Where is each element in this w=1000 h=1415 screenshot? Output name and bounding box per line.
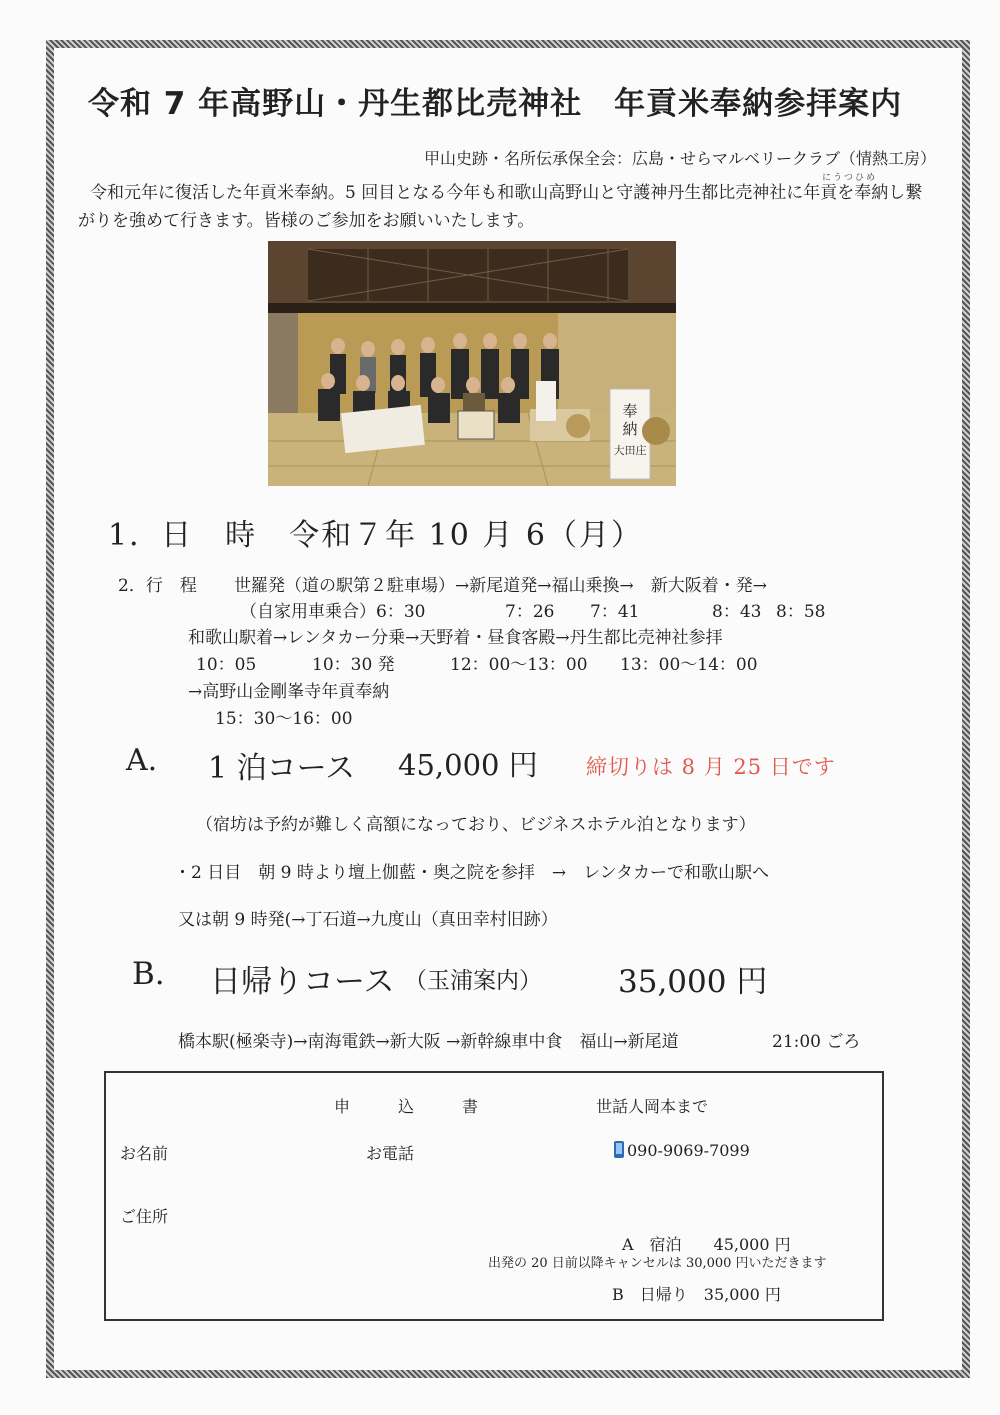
deadline-notice: 締切りは 8 月 25 日です — [586, 755, 836, 779]
phone-label: お電話 — [366, 1144, 415, 1163]
organizer-line: 甲山史跡・名所伝承保全会：広島・せらマルベリークラブ（情熱工房） — [423, 149, 936, 168]
option-a: A 宿泊 45,000 円 — [622, 1235, 791, 1254]
time-0: （自家用車乗合）6：30 — [240, 602, 426, 622]
course-b-price: 35,000 円 — [618, 964, 768, 1000]
arrival-time: 21:00 ごろ — [772, 1032, 861, 1052]
itinerary-row3: →高野山金剛峯寺年貢奉納 — [188, 682, 390, 702]
date-heading: 1．日 時 令和７年 10 月 6（月） — [108, 518, 643, 553]
itinerary-label: 2．行 程 — [118, 576, 197, 596]
phone-number: 090-9069-7099 — [627, 1141, 750, 1160]
time-5: 10：05 — [196, 655, 257, 675]
cancel-note: 出発の 20 日前以降キャンセルは 30,000 円いただきます — [488, 1256, 827, 1271]
time-9: 15：30〜16：00 — [215, 709, 353, 729]
time-7: 12：00〜13：00 — [450, 655, 588, 675]
course-b-guide: （玉浦案内） — [404, 968, 542, 994]
return-route: 橋本駅(極楽寺)→南海電鉄→新大阪 →新幹線車中食 福山→新尾道 — [178, 1032, 679, 1052]
address-label: ご住所 — [120, 1207, 169, 1226]
furigana: にうつひめ — [822, 173, 878, 183]
course-b-letter: B. — [132, 956, 165, 992]
lodging-note: （宿坊は予約が難しく高額になっており、ビジネスホテル泊となります） — [196, 815, 756, 835]
svg-text:大田庄: 大田庄 — [613, 444, 647, 457]
time-6: 10：30 発 — [312, 655, 395, 675]
course-b-name: 日帰りコース — [210, 964, 395, 1000]
svg-text:奉: 奉 — [622, 402, 638, 420]
course-a-price: 45,000 円 — [398, 748, 538, 782]
page-title: 令和 7 年高野山・丹生都比売神社 年貢米奉納参拝案内 — [88, 86, 903, 122]
option-b: B 日帰り 35,000 円 — [612, 1285, 781, 1304]
time-1: 7：26 — [505, 602, 555, 622]
alternative-plan: 又は朝 9 時発(→丁石道→九度山（真田幸村旧跡） — [178, 910, 558, 930]
intro-paragraph: 令和元年に復活した年貢米奉納。5 回目となる今年も和歌山高野山と守護神丹生都比売神社に年貢を奉納し繋がりを強めて行きます。皆様のご参加をお願いいたします。 — [78, 183, 923, 231]
phone-icon — [614, 1141, 624, 1158]
time-8: 13：00〜14：00 — [620, 655, 758, 675]
itinerary-row2: 和歌山駅着→レンタカー分乗→天野着・昼食客殿→丹生都比売神社参拝 — [188, 628, 723, 648]
course-a-name: 1 泊コース — [208, 751, 356, 786]
form-title: 申 込 書 — [334, 1097, 479, 1116]
time-2: 7：41 — [590, 602, 640, 622]
day2-plan: ・2 日目 朝 9 時より壇上伽藍・奥之院を参拝 → レンタカーで和歌山駅へ — [174, 863, 769, 883]
group-photo — [268, 241, 676, 486]
form-contact: 世話人岡本まで — [596, 1097, 709, 1116]
itinerary-row1: 世羅発（道の駅第２駐車場）→新尾道発→福山乗換→ 新大阪着・発→ — [234, 576, 767, 596]
name-label: お名前 — [120, 1144, 169, 1163]
time-3: 8：43 — [712, 602, 762, 622]
svg-text:納: 納 — [622, 420, 638, 438]
time-4: 8：58 — [776, 602, 826, 622]
phone-number-line — [614, 1141, 750, 1160]
course-a-letter: A. — [126, 743, 158, 778]
